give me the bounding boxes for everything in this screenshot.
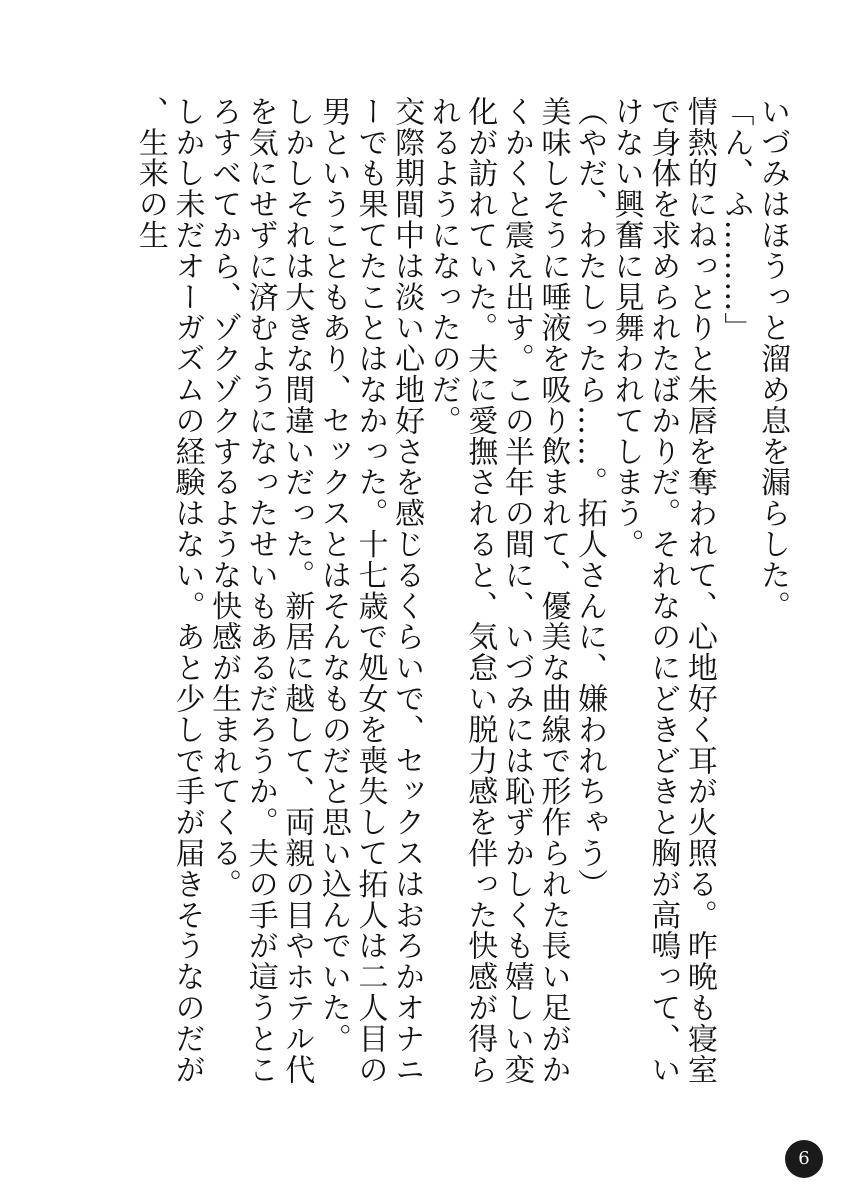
- paragraph-5: 美味しそうに唾液を吸り飲まれて、優美な曲線で形作られた長い足がかくかくと震え出す。この半年の間に、いづみには恥ずかしくも嬉しい変化が訪れていた。夫に愛撫されると、気怠い脱力感を伴った快感が得られるようになったのだ。: [425, 96, 571, 1085]
- page-number-badge: 6: [785, 1140, 823, 1178]
- paragraph-2: 「ん、ふ………」: [718, 96, 754, 344]
- paragraph-7: しかしそれは大きな間違いだった。新居に越して、両親の目やホテル代を気にせずに済むようになったせいもあるだろうか。夫の手が這うところすべてから、ゾクゾクするような快感が生まれてくる。: [206, 96, 315, 1085]
- paragraph-1: いづみはほうっと溜め息を漏らした。: [755, 96, 790, 622]
- paragraph-4: （やだ、わたしったら……。拓人さんに、嫌われちゃう）: [572, 96, 608, 900]
- paragraph-3: 情熱的にねっとりと朱唇を奪われて、心地好く耳が火照る。昨晩も寝室で身体を求められたばかりだ。それなのにどきどきと胸が高鳴って、いけない興奮に見舞われてしまう。: [608, 96, 717, 1085]
- paragraph-6: 交際期間中は淡い心地好さを感じるくらいで、セックスはおろかオナニーでも果てたことはなかった。十七歳で処女を喪失して拓人は二人目の男ということもあり、セックスとはそんなものだと思い込んでいた。: [315, 96, 425, 1085]
- paragraph-8: しかし未だオーガズムの経験はない。あと少しで手が届きそうなのだが、生来の生: [132, 96, 205, 1085]
- body-text: [132, 96, 790, 1106]
